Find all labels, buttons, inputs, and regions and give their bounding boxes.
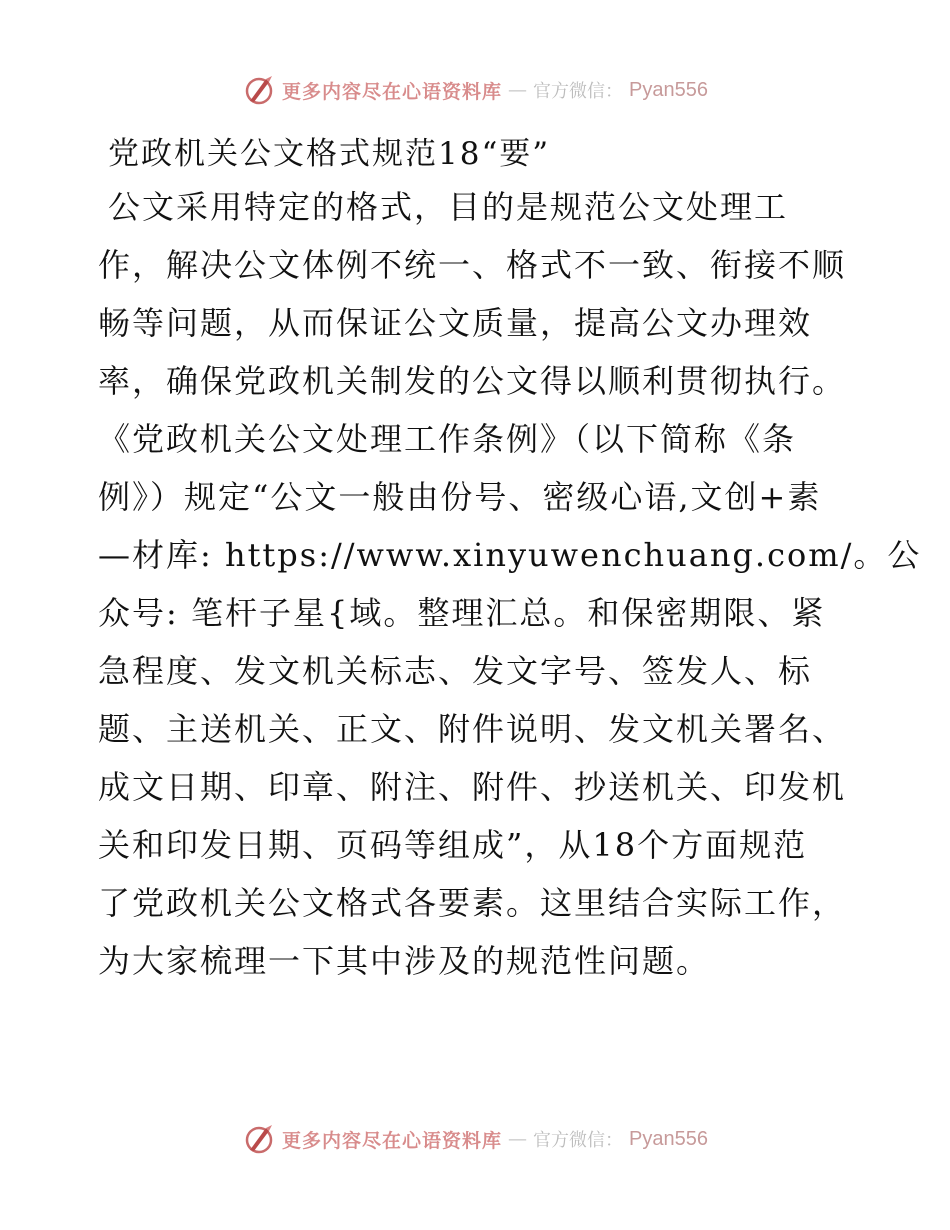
watermark-text: 更多内容尽在心语资料库 [282, 80, 503, 103]
body-line: 题、主送机关、正文、附件说明、发文机关署名、 [98, 710, 847, 748]
document-title: 党政机关公文格式规范18“要” [108, 136, 551, 172]
body-line: 为大家梳理一下其中涉及的规范性问题。 [98, 942, 711, 980]
body-line: 公文采用特定的格式，目的是规范公文处理工 [108, 188, 789, 226]
watermark-official-label: 官方微信： [533, 1130, 624, 1151]
watermark-wechat-id: Pyan556 [629, 1127, 708, 1150]
watermark-text: 更多内容尽在心语资料库 [282, 1129, 503, 1152]
document-body [98, 178, 922, 990]
body-line: 例》）规定“公文一般由份号、密级心语,文创+素 [98, 478, 822, 516]
quill-logo-icon [242, 73, 276, 107]
watermark-separator: — [508, 79, 528, 101]
body-line: 《党政机关公文处理工作条例》（以下简称《条 [98, 420, 797, 458]
body-line: 急程度、发文机关标志、发文字号、签发人、标 [98, 652, 813, 690]
body-line: 成文日期、印章、附注、附件、抄送机关、印发机 [98, 768, 847, 806]
watermark-separator: — [508, 1128, 528, 1150]
body-line: 率，确保党政机关制发的公文得以顺利贯彻执行。 [98, 362, 847, 400]
watermark-wechat-id: Pyan556 [629, 78, 708, 101]
watermark-header [0, 70, 950, 110]
body-line: 畅等问题，从而保证公文质量，提高公文办理效 [98, 304, 813, 342]
quill-logo-icon [242, 1122, 276, 1156]
body-line: 关和印发日期、页码等组成”，从18个方面规范 [98, 826, 808, 864]
watermark-footer [0, 1119, 950, 1159]
watermark-official-label: 官方微信： [533, 81, 624, 102]
body-line: 作，解决公文体例不统一、格式不一致、衔接不顺 [98, 246, 847, 284]
body-line: 众号: 笔杆子星{域。整理汇总。和保密期限、紧 [98, 594, 826, 632]
body-line: —材库: https://www.xinyuwenchuang.com/。公 [98, 536, 922, 574]
body-line: 了党政机关公文格式各要素。这里结合实际工作， [98, 884, 847, 922]
